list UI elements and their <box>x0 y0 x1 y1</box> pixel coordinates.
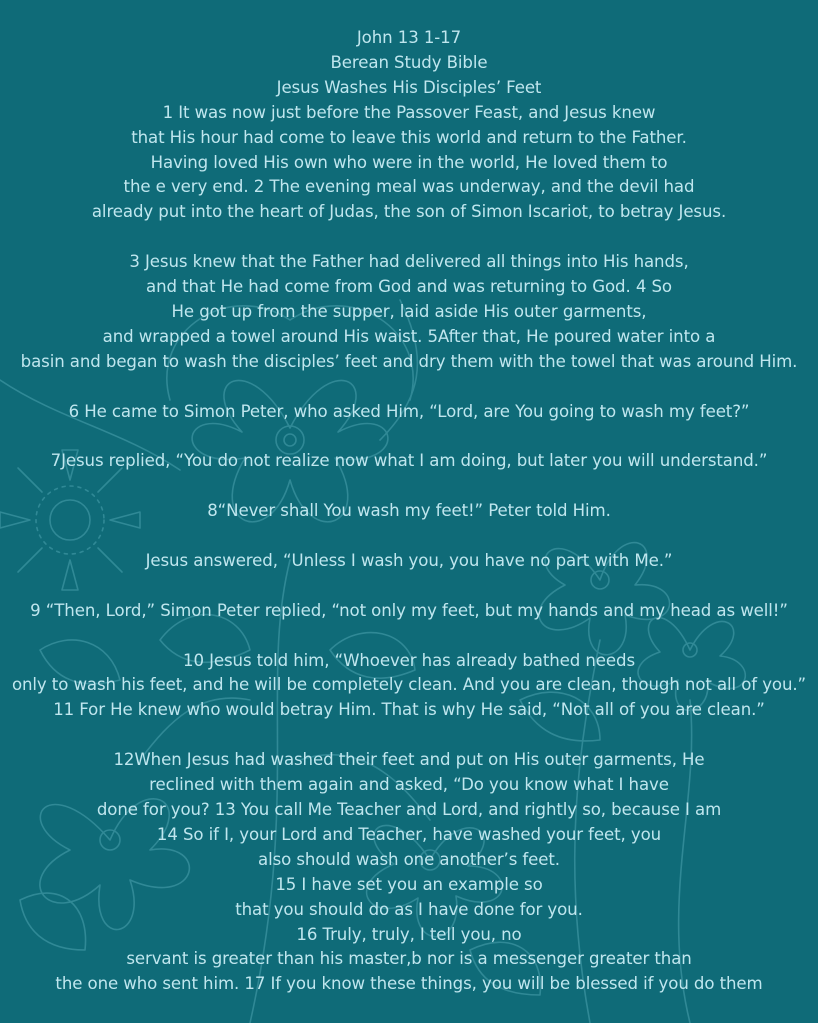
text-line: only to wash his feet, and he will be completely clean. And you are clean, though not all of you.” <box>11 675 807 695</box>
text-line: 3 Jesus knew that the Father had delivered all things into His hands, <box>129 252 689 272</box>
blank-line <box>0 375 818 400</box>
text-line: 11 For He knew who would betray Him. That is why He said, “Not all of you are clean.” <box>53 700 765 720</box>
text-line: and wrapped a towel around His waist. 5After that, He poured water into a <box>102 326 716 346</box>
text-line: 16 Truly, truly, I tell you, no <box>296 924 522 944</box>
text-line: servant is greater than his master,b nor is a messenger greater than <box>126 949 692 969</box>
text-line: Jesus answered, “Unless I wash you, you have no part with Me.” <box>145 550 673 570</box>
scripture-text-block <box>0 26 818 997</box>
text-line: 10 Jesus told him, “Whoever has already bathed needs <box>182 650 635 670</box>
blank-line <box>0 225 818 250</box>
blank-line <box>0 574 818 599</box>
text-line: 6 He came to Simon Peter, who asked Him, “Lord, are You going to wash my feet?” <box>68 401 750 421</box>
text-line: that you should do as I have done for you. <box>235 899 583 919</box>
text-line: John 13 1-17 <box>356 28 462 47</box>
blank-line <box>0 624 818 649</box>
text-line: Berean Study Bible <box>330 52 488 72</box>
text-line: 7Jesus replied, “You do not realize now what I am doing, but later you will understand.” <box>50 451 768 471</box>
text-line: the one who sent him. 17 If you know these things, you will be blessed if you do them <box>55 974 763 994</box>
text-line: and that He had come from God and was returning to God. 4 So <box>146 277 672 297</box>
text-line: 1 It was now just before the Passover Feast, and Jesus knew <box>162 102 656 122</box>
text-line: Jesus Washes His Disciples’ Feet <box>276 77 542 97</box>
text-line: 9 “Then, Lord,” Simon Peter replied, “not only my feet, but my hands and my head as well!” <box>30 600 788 620</box>
text-line: already put into the heart of Judas, the son of Simon Iscariot, to betray Jesus. <box>91 202 727 222</box>
text-line: that His hour had come to leave this world and return to the Father. <box>131 127 687 147</box>
text-line: He got up from the supper, laid aside His outer garments, <box>171 301 647 321</box>
text-line: 12When Jesus had washed their feet and put on His outer garments, He <box>113 750 705 770</box>
text-line: the e very end. 2 The evening meal was underway, and the devil had <box>123 177 695 197</box>
text-line: 15 I have set you an example so <box>275 874 543 894</box>
text-line: reclined with them again and asked, “Do you know what I have <box>149 775 669 795</box>
text-line: Having loved His own who were in the world, He loved them to <box>150 152 668 172</box>
text-line: done for you? 13 You call Me Teacher and Lord, and rightly so, because I am <box>96 799 722 819</box>
text-line: also should wash one another’s feet. <box>258 849 560 869</box>
text-line: basin and began to wash the disciples’ feet and dry them with the towel that was around Him. <box>20 351 798 371</box>
blank-line <box>0 524 818 549</box>
blank-line <box>0 723 818 748</box>
text-line: 14 So if I, your Lord and Teacher, have washed your feet, you <box>156 824 662 844</box>
blank-line <box>0 474 818 499</box>
text-line: 8“Never shall You wash my feet!” Peter told Him. <box>207 501 611 521</box>
blank-line <box>0 424 818 449</box>
